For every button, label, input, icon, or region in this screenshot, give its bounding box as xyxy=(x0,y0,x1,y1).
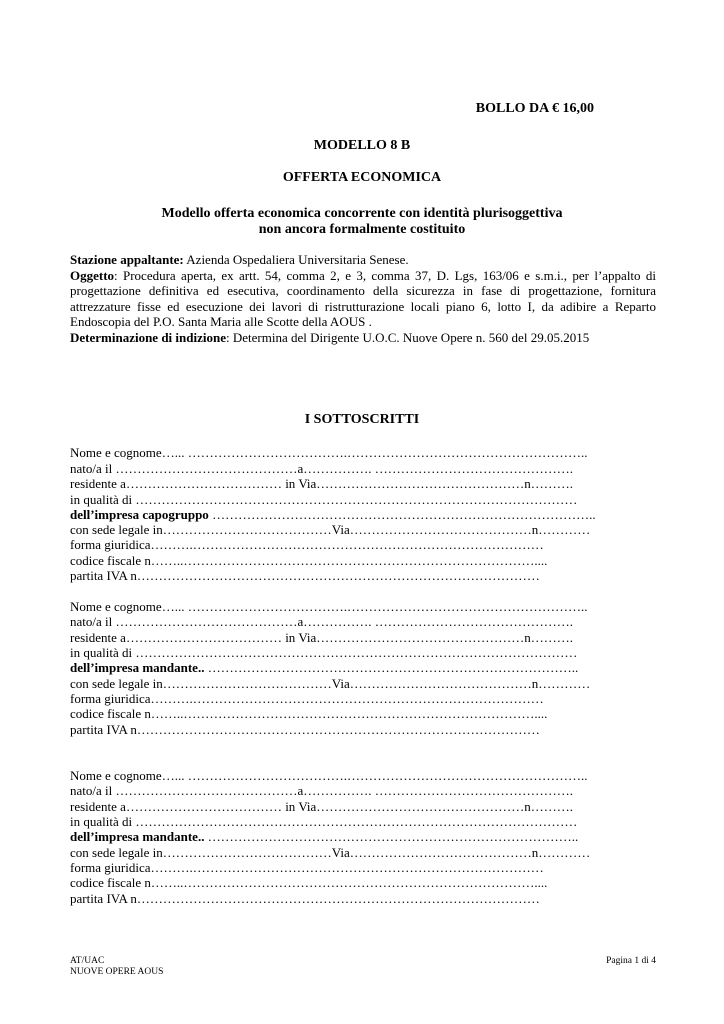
footer-department: NUOVE OPERE AOUS xyxy=(70,967,164,977)
stazione-label: Stazione appaltante: xyxy=(70,252,184,267)
stazione-value: Azienda Ospedaliera Universitaria Senese. xyxy=(183,252,409,267)
forma-field[interactable]: forma giuridica……….……………………………………………………………………… xyxy=(70,691,544,706)
impresa-label: dell’impresa capogruppo xyxy=(70,507,209,522)
impresa-dots: ………………………………………………………………………….. xyxy=(204,660,579,675)
bollo-label: BOLLO DA € 16,00 xyxy=(475,101,594,116)
stazione-line xyxy=(70,252,656,268)
sede-field[interactable]: con sede legale in…………………………………Via……………………………………n………… xyxy=(70,676,591,691)
offerta-title: OFFERTA ECONOMICA xyxy=(282,170,442,185)
impresa-field[interactable] xyxy=(70,829,578,844)
sede-field[interactable]: con sede legale in…………………………………Via……………………………………n………… xyxy=(70,845,591,860)
iva-field[interactable]: partita IVA n………………………………………………………………………………… xyxy=(70,722,540,737)
forma-field[interactable]: forma giuridica……….……………………………………………………………………… xyxy=(70,537,544,552)
determina-line xyxy=(70,330,656,346)
modello-title: MODELLO 8 B xyxy=(313,138,411,153)
oggetto-label: Oggetto xyxy=(70,267,115,283)
info-section xyxy=(70,252,656,345)
iva-field[interactable]: partita IVA n………………………………………………………………………………… xyxy=(70,891,540,906)
nato-field[interactable]: nato/a il ……………………………………a……………. ………………………………………. xyxy=(70,461,574,476)
qualita-field[interactable]: in qualità di ………………………………………………………………………………………… xyxy=(70,492,578,507)
impresa-field[interactable] xyxy=(70,660,578,675)
determina-label: Determinazione di indizione xyxy=(70,329,226,345)
section-title: I SOTTOSCRITTI xyxy=(304,412,420,427)
subtitle-line-1: Modello offerta economica concorrente con identità plurisoggettiva xyxy=(161,206,563,221)
nome-field[interactable]: Nome e cognome…... ……………………………….……………………………………………….. xyxy=(70,768,588,783)
residente-field[interactable]: residente a……………………………… in Via…………………………………………n………. xyxy=(70,476,574,491)
determina-value: : Determina del Dirigente U.O.C. Nuove Opere n. 560 del 29.05.2015 xyxy=(226,329,590,345)
impresa-label: dell’impresa mandante.. xyxy=(70,829,205,844)
oggetto-value: : Procedura aperta, ex artt. 54, comma 2, e 3, comma 37, D. Lgs, 163/06 e s.m.i., per l’appalto di progettazione definitiva ed esecutiva, coordinamento della sicurezza in fase di progettazione, fornitura attrezzature fisse ed esecuzione dei lavori di ristrutturazione locali piano 6, lotto I, da adibire a Reparto Endoscopia del P.O. Santa Maria alle Scotte della AOUS . xyxy=(70,267,656,329)
impresa-dots: ………………………………………………………………………….. xyxy=(204,829,579,844)
subtitle-line-2: non ancora formalmente costituito xyxy=(258,222,466,237)
qualita-field[interactable]: in qualità di ………………………………………………………………………………………… xyxy=(70,814,578,829)
forma-field[interactable]: forma giuridica……….……………………………………………………………………… xyxy=(70,860,544,875)
residente-field[interactable]: residente a……………………………… in Via…………………………………………n………. xyxy=(70,799,574,814)
footer-office: AT/UAC xyxy=(70,956,105,966)
impresa-dots: …………………………………………………………………………….. xyxy=(208,507,596,522)
codice-field[interactable]: codice fiscale n……..……………………………………………………………………….... xyxy=(70,706,548,721)
nato-field[interactable]: nato/a il ……………………………………a……………. ………………………………………. xyxy=(70,783,574,798)
nome-field[interactable]: Nome e cognome…... ……………………………….……………………………………………….. xyxy=(70,445,588,460)
impresa-label: dell’impresa mandante.. xyxy=(70,660,205,675)
oggetto-paragraph xyxy=(70,268,656,330)
sede-field[interactable]: con sede legale in…………………………………Via……………………………………n………… xyxy=(70,522,591,537)
nome-field[interactable]: Nome e cognome…... ……………………………….……………………………………………….. xyxy=(70,599,588,614)
nato-field[interactable]: nato/a il ……………………………………a……………. ………………………………………. xyxy=(70,614,574,629)
iva-field[interactable]: partita IVA n………………………………………………………………………………… xyxy=(70,568,540,583)
impresa-field[interactable] xyxy=(70,507,596,522)
qualita-field[interactable]: in qualità di ………………………………………………………………………………………… xyxy=(70,645,578,660)
page-number: Pagina 1 di 4 xyxy=(606,956,656,966)
footer-left xyxy=(70,956,163,978)
codice-field[interactable]: codice fiscale n……..……………………………………………………………………….... xyxy=(70,875,548,890)
codice-field[interactable]: codice fiscale n……..……………………………………………………………………….... xyxy=(70,553,548,568)
residente-field[interactable]: residente a……………………………… in Via…………………………………………n………. xyxy=(70,630,574,645)
